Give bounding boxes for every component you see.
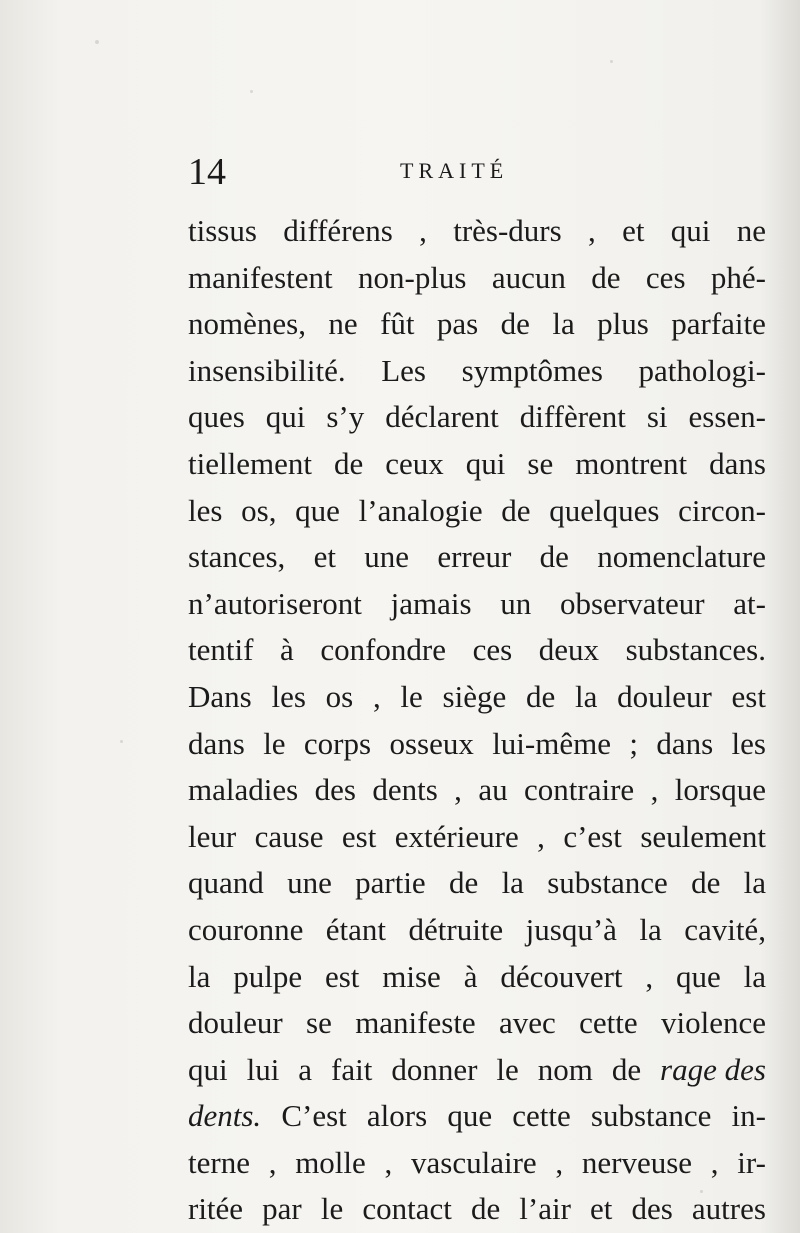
word: plus xyxy=(597,306,649,342)
word: à xyxy=(463,958,478,994)
word: cavité, xyxy=(684,911,766,947)
word: au xyxy=(478,772,508,808)
text-line xyxy=(188,1047,766,1094)
word: cette xyxy=(512,1098,571,1134)
word: pathologi- xyxy=(638,352,766,388)
word: ceux xyxy=(385,445,444,481)
word: rage des xyxy=(660,1051,766,1087)
text-line xyxy=(188,721,766,768)
word: de xyxy=(449,865,479,901)
word: douleur xyxy=(617,678,712,714)
word: circon- xyxy=(678,492,766,528)
word: ces xyxy=(472,632,513,668)
text-line xyxy=(188,1186,766,1233)
word: , xyxy=(555,1144,564,1180)
word: le xyxy=(400,678,423,714)
word: très-durs xyxy=(453,213,562,248)
word: substance xyxy=(590,1098,712,1134)
word: pulpe xyxy=(233,958,303,994)
word: a xyxy=(298,1051,313,1087)
word: l’analogie xyxy=(358,492,483,528)
word: le xyxy=(320,1191,344,1227)
word: donner xyxy=(391,1051,478,1087)
word: at- xyxy=(733,585,766,621)
text-line xyxy=(188,581,766,628)
paper-speck xyxy=(610,60,613,63)
word: parfaite xyxy=(671,306,766,342)
word: , xyxy=(645,958,654,994)
text-line xyxy=(188,907,766,954)
word: , xyxy=(372,678,381,714)
word: la xyxy=(639,911,662,947)
word: Dans xyxy=(188,678,252,714)
word: nom xyxy=(537,1051,593,1087)
text-line xyxy=(188,814,766,861)
word: confondre xyxy=(320,632,447,668)
word: et xyxy=(622,213,645,248)
word: se xyxy=(306,1005,332,1041)
body-text xyxy=(188,208,766,1233)
word: détruite xyxy=(408,911,504,947)
word: la xyxy=(743,958,766,994)
word: les xyxy=(271,678,306,714)
word: cette xyxy=(579,1005,638,1041)
word: dans xyxy=(709,445,766,481)
text-line xyxy=(188,860,766,907)
word: différens xyxy=(283,213,393,248)
text-line xyxy=(188,767,766,814)
word: si xyxy=(646,399,668,435)
word: , xyxy=(588,213,596,248)
word: s’y xyxy=(326,399,365,435)
word: jusqu’à xyxy=(525,911,617,947)
word: corps xyxy=(303,725,372,761)
word: deux xyxy=(538,632,600,668)
word: les xyxy=(188,492,223,528)
word: leur xyxy=(188,818,237,854)
word: de xyxy=(691,865,721,901)
word: ritée xyxy=(188,1191,244,1227)
word: cause xyxy=(254,818,324,854)
word: tentif xyxy=(188,632,254,668)
page-number: 14 xyxy=(188,151,226,193)
word: observateur xyxy=(559,585,705,621)
word: l’air xyxy=(519,1191,571,1227)
word: dans xyxy=(188,725,245,761)
word: terne xyxy=(188,1144,250,1180)
text-line xyxy=(188,394,766,441)
word: de xyxy=(539,539,569,575)
word: des xyxy=(631,1191,673,1227)
word: quand xyxy=(188,865,264,901)
word: phé- xyxy=(710,259,766,295)
word: déclarent xyxy=(385,399,499,435)
word: de xyxy=(470,1191,501,1227)
text-line xyxy=(188,348,766,395)
word: une xyxy=(287,865,332,901)
text-line xyxy=(188,441,766,488)
word: insensibilité. xyxy=(188,352,346,388)
word: alors xyxy=(366,1098,428,1134)
word: fût xyxy=(380,306,415,342)
paper-speck xyxy=(95,40,99,44)
word: est xyxy=(731,678,766,714)
word: dents. xyxy=(188,1098,262,1134)
word: violence xyxy=(660,1005,766,1041)
paper-speck xyxy=(120,740,123,743)
word: , xyxy=(537,818,545,854)
word: la xyxy=(743,865,766,901)
word: aucun xyxy=(491,259,566,295)
word: contact xyxy=(362,1191,452,1227)
word: est xyxy=(341,818,377,854)
word: lui-même xyxy=(492,725,611,761)
word: par xyxy=(262,1191,302,1227)
word: un xyxy=(500,585,532,621)
word: pas xyxy=(436,306,479,342)
word: de xyxy=(333,445,364,481)
word: les xyxy=(731,725,766,761)
word: diffèrent xyxy=(519,399,626,435)
word: de xyxy=(525,678,556,714)
word: os, xyxy=(241,492,277,528)
word: avec xyxy=(499,1005,556,1041)
word: est xyxy=(324,958,360,994)
word: de xyxy=(501,492,531,528)
word: , xyxy=(710,1144,719,1180)
word: , xyxy=(650,772,659,808)
word: une xyxy=(364,539,410,575)
word: étant xyxy=(325,911,387,947)
word: la xyxy=(188,958,211,994)
word: la xyxy=(574,678,598,714)
word: siège xyxy=(442,678,507,714)
word: , xyxy=(384,1144,393,1180)
word: le xyxy=(263,725,286,761)
word: fait xyxy=(331,1051,373,1087)
word: le xyxy=(496,1051,519,1087)
word: qui xyxy=(265,399,306,435)
word: extérieure xyxy=(394,818,519,854)
text-line xyxy=(188,674,766,721)
text-line xyxy=(188,1000,766,1047)
text-line xyxy=(188,1140,766,1187)
word: à xyxy=(280,632,294,668)
word: jamais xyxy=(390,585,472,621)
word: substances. xyxy=(625,632,766,668)
word: lorsque xyxy=(674,772,766,808)
text-line xyxy=(188,255,766,302)
word: symptômes xyxy=(461,352,603,388)
word: tissus xyxy=(188,213,257,248)
word: et xyxy=(313,539,336,575)
word: ir- xyxy=(737,1144,766,1180)
word: ; xyxy=(629,725,638,761)
word: ne xyxy=(328,306,358,342)
word: qui xyxy=(188,1051,228,1087)
word: osseux xyxy=(389,725,474,761)
word: dans xyxy=(656,725,714,761)
word: os xyxy=(325,678,354,714)
word: maladies xyxy=(188,772,299,808)
word: nerveuse xyxy=(581,1144,693,1180)
text-line xyxy=(188,1093,766,1140)
word: quelques xyxy=(549,492,660,528)
word: couronne xyxy=(188,911,304,947)
word: nomènes, xyxy=(188,306,306,342)
word: Les xyxy=(381,352,426,388)
word: substance xyxy=(547,865,668,901)
word: stances, xyxy=(188,539,286,575)
word: manifeste xyxy=(355,1005,476,1041)
word: ne xyxy=(736,213,766,248)
word: , xyxy=(419,213,427,248)
word: de xyxy=(500,306,530,342)
word: c’est xyxy=(563,818,622,854)
word: nomenclature xyxy=(597,539,766,575)
text-line xyxy=(188,534,766,581)
word: n’autoriseront xyxy=(188,585,362,621)
word: se xyxy=(527,445,554,481)
word: autres xyxy=(691,1191,766,1227)
word: lui xyxy=(246,1051,280,1087)
word: vasculaire xyxy=(411,1144,537,1180)
word: ces xyxy=(645,259,686,295)
paper-speck xyxy=(250,90,253,93)
word: découvert xyxy=(500,958,623,994)
word: des xyxy=(314,772,356,808)
word: que xyxy=(295,492,340,528)
word: de xyxy=(611,1051,642,1087)
word: ques xyxy=(188,399,245,435)
word: la xyxy=(501,865,524,901)
word: dents xyxy=(372,772,438,808)
word: la xyxy=(552,306,575,342)
word: que xyxy=(447,1098,493,1134)
word: mise xyxy=(382,958,441,994)
text-line xyxy=(188,954,766,1001)
page-header xyxy=(188,152,768,192)
word: , xyxy=(268,1144,277,1180)
word: montrent xyxy=(575,445,688,481)
word: partie xyxy=(355,865,426,901)
word: , xyxy=(454,772,462,808)
running-title: TRAITÉ xyxy=(400,158,509,183)
text-line xyxy=(188,488,766,535)
text-line xyxy=(188,627,766,674)
word: manifestent xyxy=(188,259,333,295)
word: de xyxy=(591,259,621,295)
word: et xyxy=(590,1191,613,1227)
word: contraire xyxy=(524,772,635,808)
word: erreur xyxy=(437,539,512,575)
word: non-plus xyxy=(358,259,467,295)
word: in- xyxy=(731,1098,766,1134)
word: douleur xyxy=(188,1005,283,1041)
word: qui xyxy=(465,445,506,481)
text-line xyxy=(188,208,766,255)
word: C’est xyxy=(281,1098,347,1134)
word: molle xyxy=(295,1144,366,1180)
word: qui xyxy=(670,213,711,248)
word: seulement xyxy=(640,818,766,854)
text-line xyxy=(188,301,766,348)
word: essen- xyxy=(688,399,766,435)
word: tiellement xyxy=(188,445,312,481)
word: que xyxy=(676,958,721,994)
